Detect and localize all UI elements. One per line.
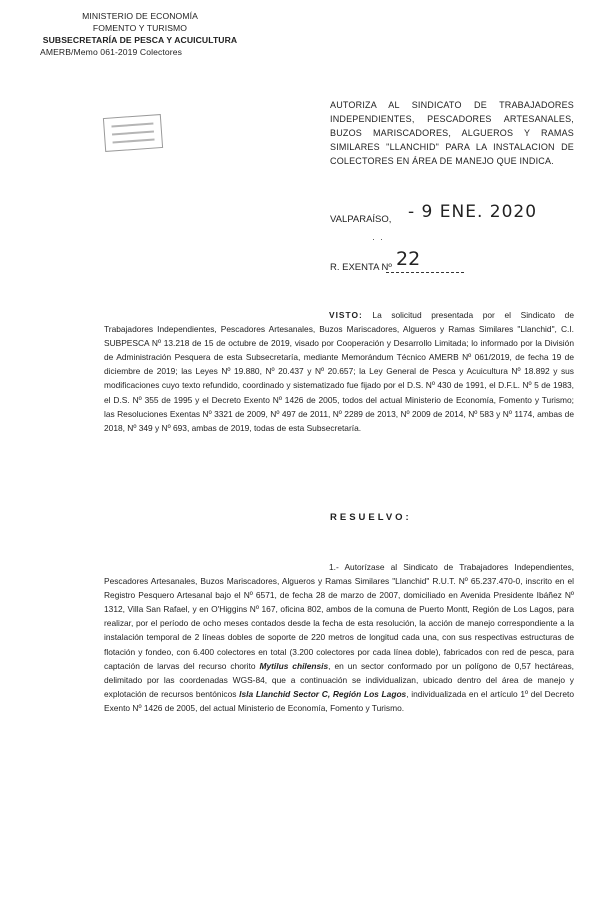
article-1-text-b: , en un sector conformado por un polígono de 0,57 hectáreas, delimitado por las coordenadas WGS-84, que a continuación se individualizan, ubicado dentro del área de manejo y explotación de recursos bentónicos — [104, 660, 574, 699]
number-underline — [386, 272, 464, 273]
ministry-name: MINISTERIO DE ECONOMÍA — [82, 11, 198, 21]
ink-mark: · · — [372, 234, 383, 244]
letterhead — [40, 10, 240, 58]
article-1-text-c: , individualizada en el artículo 1º del Decreto Exento Nº 1426 de 2005, del actual Ministerio de Economía, Fomento y Turismo. — [104, 688, 574, 713]
ministry-subtitle: FOMENTO Y TURISMO — [92, 23, 188, 33]
subsecretaria-name: SUBSECRETARÍA DE PESCA Y ACUICULTURA — [42, 35, 238, 45]
memo-reference: AMERB/Memo 061-2019 Colectores — [40, 47, 182, 57]
visto-keyword: VISTO: — [329, 310, 363, 320]
date-city: VALPARAÍSO, — [330, 214, 392, 225]
resolution-label: R. EXENTA Nº — [330, 262, 392, 273]
article-1-text-a: 1.- Autorízase al Sindicato de Trabajadores Independientes, Pescadores Artesanales, Buzos Mariscadores, Algueros y Ramas Similares "Llanchid" R.U.T. Nº 65.237.470-0, inscrito en el Registro Pesquero Artesanal bajo el Nº 6571, de fecha 28 de marzo de 2007, domiciliado en Avenida Presidente Ibáñez Nº 1312, Villa San Rafael, y en O'Higgins Nº 167, oficina 802, ambos de la comuna de Puerto Montt, Región de Los Lagos, para realizar, por el período de ocho meses contados desde la fecha de esta resolución, la acción de manejo correspondiente a la instalación temporal de 2 líneas dobles de soporte de 220 metros de longitud cada una, con sus respectivas estructuras de flotación y fondeo, con 6.400 colectores en total (3.200 colectores por cada línea doble), fabricados con red de pesca, para captación de larvas del recurso chorito — [104, 562, 574, 671]
sector-name: Isla Llanchid Sector C, Región Los Lagos — [239, 688, 407, 699]
faded-stamp — [103, 114, 163, 152]
visto-paragraph — [104, 308, 574, 435]
resolution-subject: AUTORIZA AL SINDICATO DE TRABAJADORES INDEPENDIENTES, PESCADORES ARTESANALES, BUZOS MARISCADORES, ALGUEROS Y RAMAS SIMILARES "LLANCHID" PARA LA INSTALACION DE COLECTORES EN ÁREA DE MANEJO QUE INDICA. — [330, 100, 574, 166]
visto-text: La solicitud presentada por el Sindicato de Trabajadores Independientes, Pescadores Artesanales, Buzos Mariscadores, Algueros y Ramas Similares "Llanchid", C.I. SUBPESCA Nº 13.218 de 15 de octubre de 2019, visado por Cooperación y Desarrollo Limitada; lo informado por la División de Administración Pesquera de esta Subsecretaría, mediante Memorándum Técnico AMERB Nº 061/2019, de fecha 19 de diciembre de 2019; las Leyes Nº 19.880, Nº 20.437 y Nº 20.657; la Ley General de Pesca y Acuicultura Nº 18.892 y sus modificaciones cuyo texto refundido, coordinado y sistematizado fue fijado por el D.S. Nº 430 de 1991, el D.F.L. Nº 5 de 1983, el D.S. Nº 355 de 1995 y el Decreto Exento Nº 1426 de 2005, todos del actual Ministerio de Economía, Fomento y Turismo; las Resoluciones Exentas Nº 3321 de 2009, Nº 497 de 2011, Nº 2289 de 2013, Nº 2009 de 2014, Nº 583 y Nº 1174, ambas de 2018, Nº 349 y Nº 693, ambas de 2019, todas de esta Subsecretaría. — [104, 310, 574, 433]
handwritten-date: - 9 ENE. 2020 — [408, 202, 538, 222]
species-name: Mytilus chilensis — [259, 660, 329, 671]
resuelvo-heading: RESUELVO: — [330, 512, 412, 523]
article-1-paragraph — [104, 560, 574, 715]
resolution-number: 22 — [396, 248, 421, 270]
